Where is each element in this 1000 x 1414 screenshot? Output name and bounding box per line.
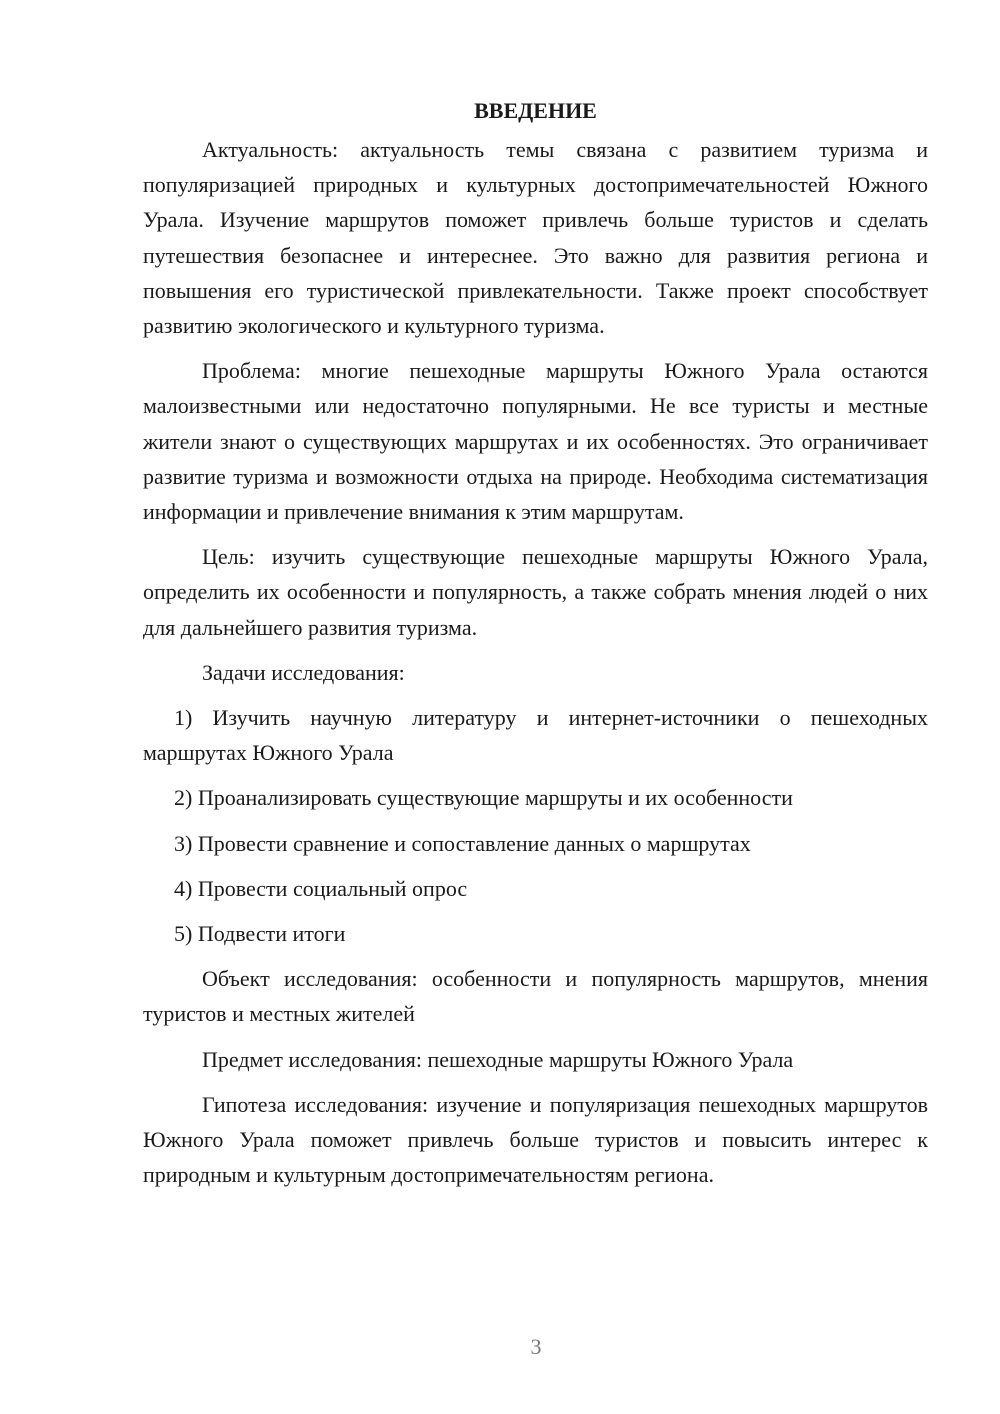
paragraph-object: Объект исследования: особенности и популярность маршрутов, мнения туристов и местных жителей: [143, 966, 928, 1027]
paragraph-subject: Предмет исследования: пешеходные маршруты Южного Урала: [202, 1046, 794, 1072]
list-item: 2) Проанализировать существующие маршруты и их особенности: [174, 785, 793, 811]
page-title: ВВЕДЕНИЕ: [474, 98, 597, 123]
list-item: 5) Подвести итоги: [174, 921, 346, 947]
tasks-list: [143, 700, 928, 951]
page-number: 3: [530, 1334, 542, 1359]
list-item: 1) Изучить научную литературу и интернет-источники о пешеходных маршрутах Южного Урала: [143, 705, 928, 766]
paragraph-hypothesis: Гипотеза исследования: изучение и популяризация пешеходных маршрутов Южного Урала поможет привлечь больше туристов и повысить интерес к природным и культурным достопримечательностям региона.: [143, 1091, 928, 1188]
list-item: 3) Провести сравнение и сопоставление данных о маршрутах: [174, 830, 751, 856]
paragraph-relevance: Актуальность: актуальность темы связана с развитием туризма и популяризацией природных и культурных достопримечательностей Южного Урала. Изучение маршрутов поможет привлечь больше туристов и сделать путешествия безопаснее и интереснее. Это важно для развития региона и повышения его туристической привлекательности. Также проект способствует развитию экологического и культурного туризма.: [143, 137, 928, 339]
paragraph-goal: Цель: изучить существующие пешеходные маршруты Южного Урала, определить их особенности и популярность, а также собрать мнения людей о них для дальнейшего развития туризма.: [143, 544, 928, 640]
paragraph-problem: Проблема: многие пешеходные маршруты Южного Урала остаются малоизвестными или недостаточно популярными. Не все туристы и местные жители знают о существующих маршрутах и их особенностях. Это ограничивает развитие туризма и возможности отдыха на природе. Необходима систематизация информации и привлечение внимания к этим маршрутам.: [143, 358, 928, 525]
list-item: 4) Провести социальный опрос: [174, 875, 468, 901]
tasks-heading: Задачи исследования:: [202, 659, 405, 685]
document-page: [143, 96, 928, 1202]
